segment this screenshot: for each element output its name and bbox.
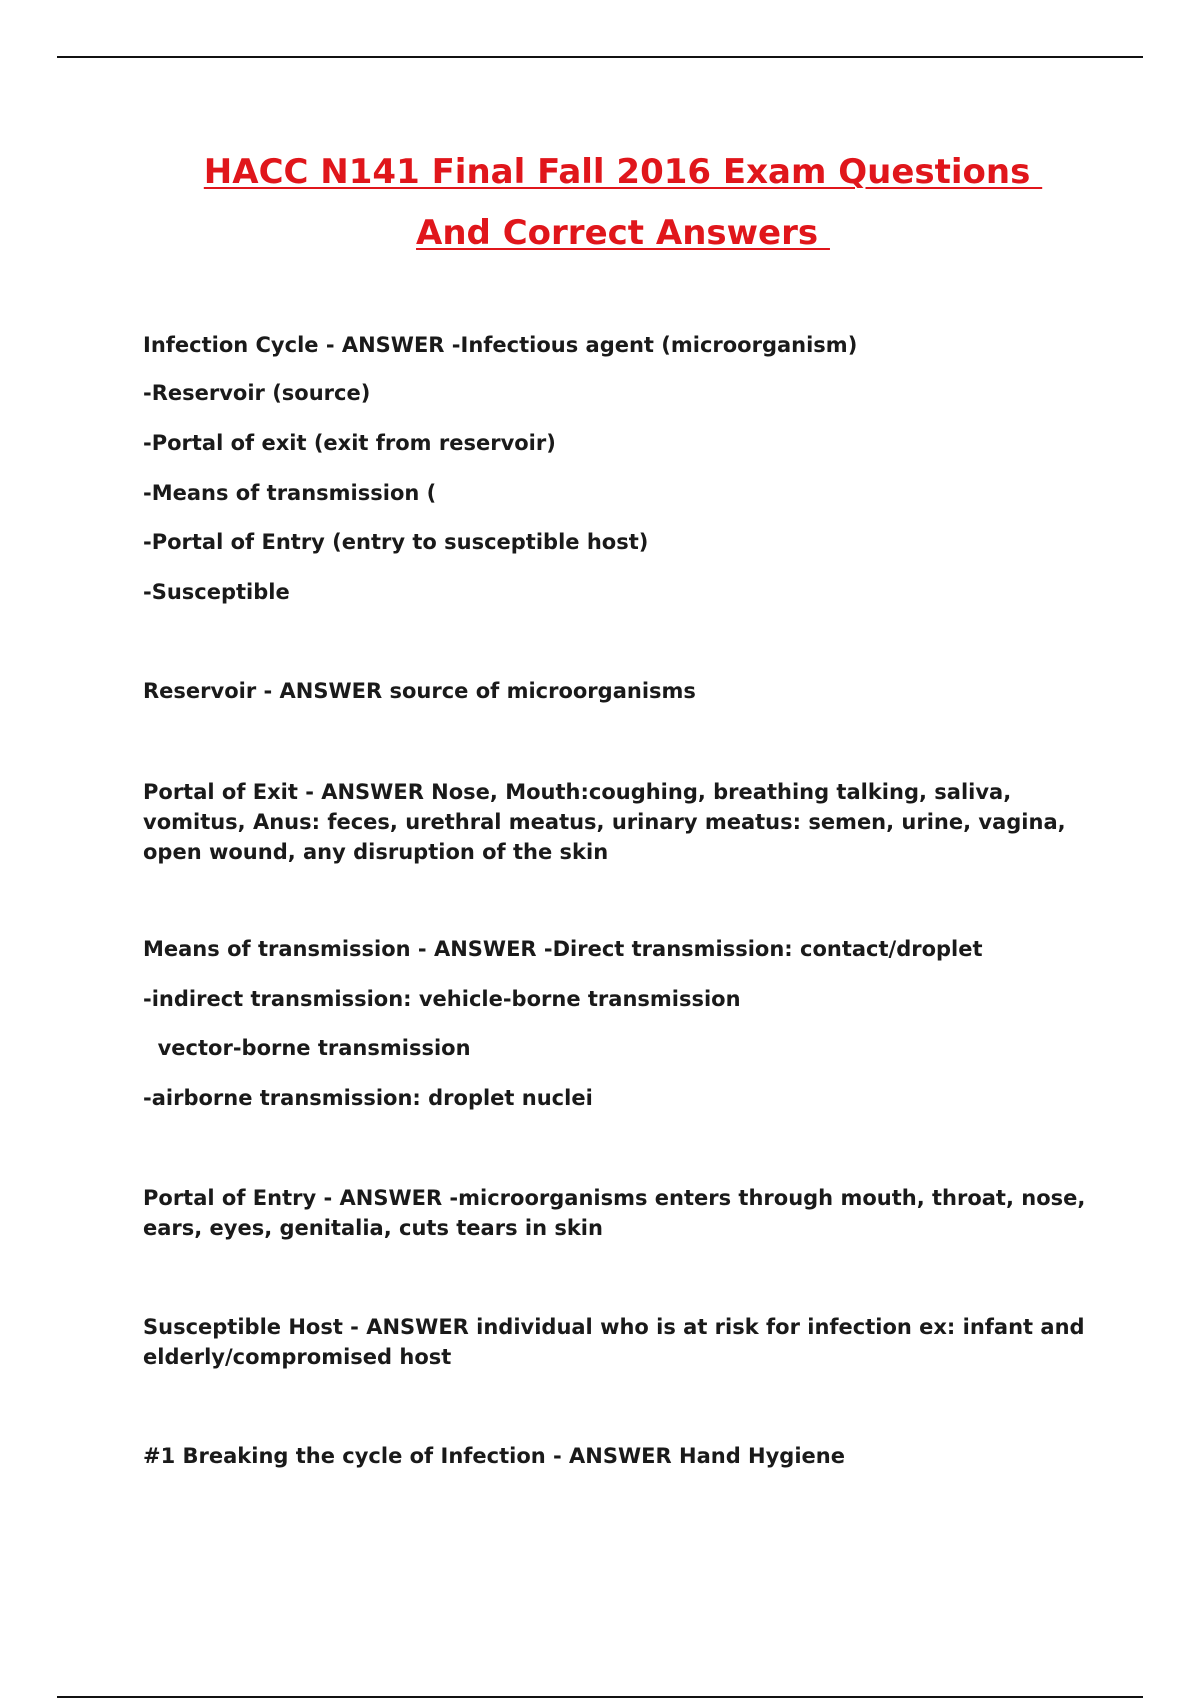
susceptible-host-answer: Susceptible Host - ANSWER individual who is at risk for infection ex: infant and elderly/compromised host [143, 1315, 1085, 1369]
infection-cycle-item-reservoir: -Reservoir (source) [143, 381, 371, 405]
portal-of-entry-answer: Portal of Entry - ANSWER -microorganisms enters through mouth, throat, nose, ears, eyes, genitalia, cuts tears in skin [143, 1186, 1086, 1240]
document-title [0, 142, 1200, 264]
footer-rule [57, 1696, 1143, 1698]
title-line-1: HACC N141 Final Fall 2016 Exam Questions [203, 152, 1043, 192]
means-of-transmission-answer: Means of transmission - ANSWER -Direct transmission: contact/droplet [143, 937, 983, 961]
transmission-airborne: -airborne transmission: droplet nuclei [143, 1086, 593, 1110]
title-line-2: And Correct Answers [416, 213, 830, 253]
infection-cycle-item-susceptible: -Susceptible [143, 580, 290, 604]
transmission-indirect: -indirect transmission: vehicle-borne transmission [143, 987, 741, 1011]
infection-cycle-answer: Infection Cycle - ANSWER -Infectious agent (microorganism) [143, 333, 858, 357]
infection-cycle-item-transmission: -Means of transmission ( [143, 481, 437, 505]
transmission-vector: vector-borne transmission [143, 1036, 471, 1060]
infection-cycle-item-portal-exit: -Portal of exit (exit from reservoir) [143, 431, 556, 455]
header-rule [57, 56, 1143, 58]
portal-of-exit-answer: Portal of Exit - ANSWER Nose, Mouth:coughing, breathing talking, saliva, vomitus, Anus: feces, urethral meatus, urinary meatus: semen, urine, vagina, open wound, any disruption of the skin [143, 780, 1066, 864]
reservoir-answer: Reservoir - ANSWER source of microorganisms [143, 679, 696, 703]
breaking-cycle-answer: #1 Breaking the cycle of Infection - ANSWER Hand Hygiene [143, 1444, 845, 1468]
infection-cycle-item-portal-entry: -Portal of Entry (entry to susceptible host) [143, 530, 649, 554]
